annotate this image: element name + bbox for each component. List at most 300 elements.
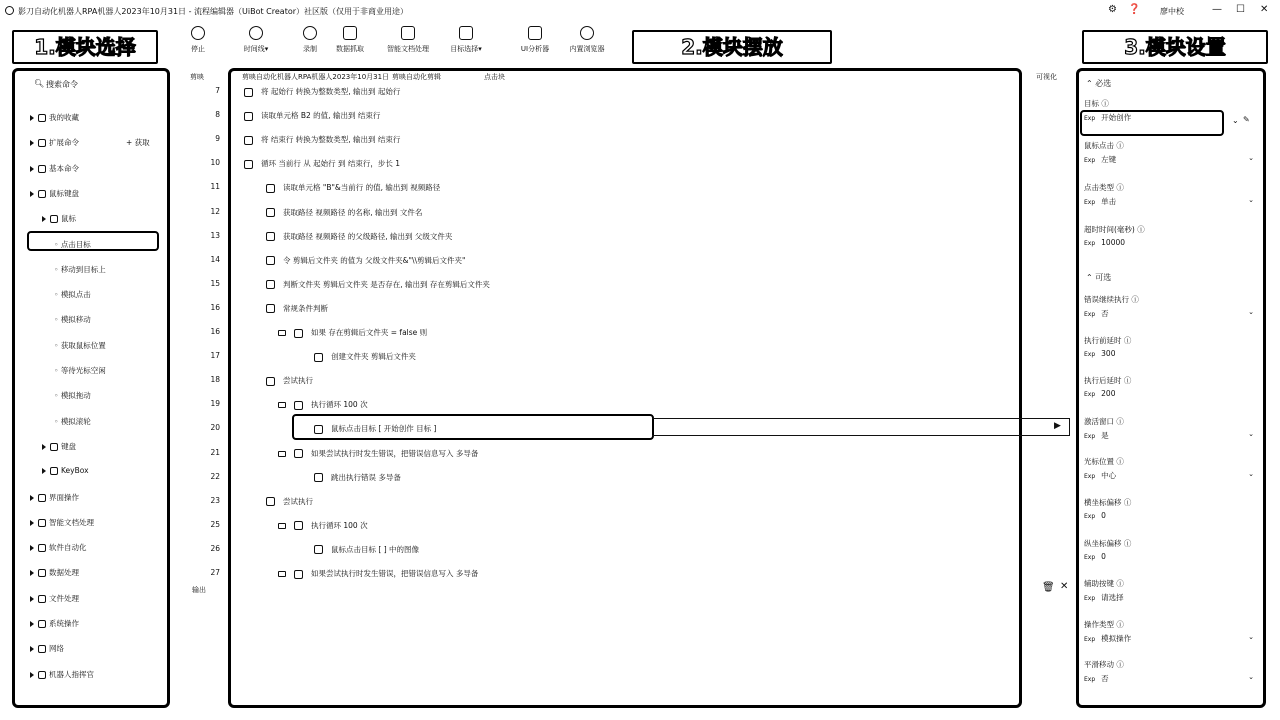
sidebar-item-13[interactable] xyxy=(42,441,76,452)
expand-arrow-icon[interactable] xyxy=(42,444,46,450)
property-value-text: 左键 xyxy=(1101,155,1117,164)
property-label-text: 辅助按键 xyxy=(1084,579,1114,589)
command-text: 跳出执行错误 多导备 xyxy=(331,472,401,482)
help-icon[interactable]: ⓘ xyxy=(1129,295,1139,304)
command-icon xyxy=(266,256,275,265)
property-label-text: 激活窗口 xyxy=(1084,416,1114,426)
command-icon xyxy=(244,160,253,169)
command-text: 尝试执行 xyxy=(283,376,313,386)
sidebar-item-22[interactable] xyxy=(30,669,94,680)
bullet-icon: ◦ xyxy=(54,264,61,274)
command-icon xyxy=(294,449,303,458)
collapse-toggle-icon[interactable] xyxy=(278,451,286,457)
flow-row[interactable] xyxy=(210,182,1020,206)
property-value[interactable] xyxy=(1084,673,1109,684)
clock-icon xyxy=(249,26,263,40)
app-logo-icon xyxy=(5,6,14,15)
property-value-text: 开始创作 xyxy=(1101,113,1132,122)
sidebar-item-label: 界面操作 xyxy=(49,492,79,502)
command-icon xyxy=(314,545,323,554)
command-icon xyxy=(314,353,323,362)
category-icon xyxy=(38,569,46,577)
expand-arrow-icon[interactable] xyxy=(30,596,34,602)
analyzer-icon xyxy=(528,26,542,40)
property-value[interactable] xyxy=(1084,389,1115,398)
command-icon xyxy=(266,497,275,506)
property-value-text: 是 xyxy=(1101,430,1109,440)
command-text: 尝试执行 xyxy=(283,496,313,506)
category-icon xyxy=(38,595,46,603)
dropdown-icon[interactable]: ⌄ xyxy=(1248,632,1254,641)
flow-row[interactable] xyxy=(210,471,1020,496)
sidebar-item-17[interactable] xyxy=(30,542,87,553)
sidebar-item-label: 网络 xyxy=(49,644,64,654)
line-number: 14 xyxy=(210,254,220,264)
property-label-text: 目标 xyxy=(1084,99,1099,108)
sidebar-item-label: 基本命令 xyxy=(49,163,79,173)
expand-arrow-icon[interactable] xyxy=(30,570,34,576)
line-number: 22 xyxy=(210,471,220,481)
property-value-text: 模拟操作 xyxy=(1101,633,1132,643)
property-label xyxy=(1084,375,1131,386)
expression-toggle-icon[interactable]: Exp xyxy=(1084,473,1096,481)
toolbar-label: 内置浏览器 xyxy=(569,45,605,53)
command-text: 将 结束行 转换为整数类型, 输出到 结束行 xyxy=(261,135,401,145)
capture-icon xyxy=(343,26,357,40)
line-number: 16 xyxy=(210,302,220,312)
toolbar-label: UI分析器 xyxy=(520,45,550,53)
line-number: 9 xyxy=(215,134,220,144)
optional-header-label: 可选 xyxy=(1095,273,1112,282)
property-value-text: 否 xyxy=(1101,674,1109,684)
property-value-text: 中心 xyxy=(1101,471,1117,481)
line-number: 19 xyxy=(210,399,220,409)
property-value-text: 10000 xyxy=(1101,238,1126,247)
expand-arrow-icon[interactable] xyxy=(30,545,34,551)
record-icon xyxy=(303,26,317,40)
line-number: 27 xyxy=(210,568,220,577)
property-label xyxy=(1084,497,1131,508)
property-label-text: 操作类型 xyxy=(1084,619,1114,629)
command-text: 将 起始行 转换为整数类型, 输出到 起始行 xyxy=(261,87,401,96)
property-value-text: 0 xyxy=(1101,551,1106,561)
property-value[interactable] xyxy=(1084,349,1115,358)
command-text: 读取单元格 B2 的值, 输出到 结束行 xyxy=(261,111,381,121)
property-label xyxy=(1084,140,1124,151)
flow-row[interactable] xyxy=(210,278,1020,303)
sidebar-item-7[interactable] xyxy=(54,289,91,300)
property-value[interactable] xyxy=(1084,511,1106,520)
flow-row[interactable] xyxy=(215,134,1020,158)
command-icon xyxy=(266,280,275,289)
property-value[interactable] xyxy=(1084,154,1116,165)
expression-toggle-icon[interactable]: Exp xyxy=(1084,432,1096,440)
command-text: 获取路径 视频路径 的父级路径, 输出到 父级文件夹 xyxy=(283,231,453,241)
line-number: 7 xyxy=(215,86,220,95)
category-icon xyxy=(38,139,46,147)
category-icon xyxy=(38,165,46,173)
property-label-text: 执行前延时 xyxy=(1084,335,1122,345)
command-text: 执行循环 100 次 xyxy=(311,400,368,410)
flow-row[interactable] xyxy=(215,110,1020,134)
flow-row[interactable] xyxy=(210,375,1020,399)
flow-row[interactable] xyxy=(210,206,1020,231)
help-icon[interactable]: ⓘ xyxy=(1114,416,1124,426)
help-icon[interactable]: ⓘ xyxy=(1121,538,1132,548)
bullet-icon: ◦ xyxy=(54,315,61,325)
sidebar-item-label: 键盘 xyxy=(61,441,76,451)
property-value[interactable] xyxy=(1084,592,1124,603)
help-icon[interactable]: ⓘ xyxy=(1114,457,1124,467)
command-text: 鼠标点击目标 [ ] 中的图像 xyxy=(331,544,420,554)
property-value-text: 请选择 xyxy=(1101,593,1124,603)
property-value[interactable] xyxy=(1084,430,1109,441)
command-icon xyxy=(314,473,323,482)
expression-toggle-icon[interactable]: Exp xyxy=(1084,157,1096,164)
sidebar-item-1[interactable] xyxy=(30,137,150,148)
property-label-text: 横坐标偏移 xyxy=(1084,498,1122,507)
toolbar-button-7[interactable] xyxy=(557,26,617,54)
collapse-toggle-icon[interactable] xyxy=(278,330,286,336)
ai-icon xyxy=(401,26,415,40)
maximize-button[interactable]: ☐ xyxy=(1236,4,1245,15)
category-icon xyxy=(50,467,58,475)
sidebar-item-label: 系统操作 xyxy=(49,619,79,628)
property-value-text: 200 xyxy=(1101,389,1116,399)
command-text: 鼠标点击目标 [ 开始创作 目标 ] xyxy=(331,424,437,434)
expression-toggle-icon[interactable]: Exp xyxy=(1084,240,1096,247)
window-title: 影刀自动化机器人RPA机器人2023年10月31日 - 流程编辑器（UiBot Creator）社区版（仅用于非商业用途） xyxy=(18,6,409,16)
command-icon xyxy=(244,112,253,121)
property-label xyxy=(1084,619,1124,630)
sidebar-item-14[interactable] xyxy=(42,466,89,475)
toolbar-label: 目标选择▾ xyxy=(450,45,482,53)
property-label xyxy=(1084,224,1145,235)
expand-arrow-icon[interactable] xyxy=(30,646,34,652)
sidebar-item-20[interactable] xyxy=(30,618,79,629)
command-text: 常规条件判断 xyxy=(283,303,328,313)
flow-row[interactable] xyxy=(210,302,1020,327)
toolbar-button-6[interactable] xyxy=(505,26,565,54)
help-icon[interactable]: ⓘ xyxy=(1114,183,1124,192)
expression-toggle-icon[interactable]: Exp xyxy=(1084,676,1096,684)
property-label xyxy=(1084,416,1124,427)
editor-tab-click[interactable]: 点击块 xyxy=(484,73,505,81)
line-number: 13 xyxy=(210,230,220,240)
selected-row-extension xyxy=(652,418,1070,436)
collapse-toggle-icon[interactable] xyxy=(278,402,286,408)
help-icon[interactable]: ⓘ xyxy=(1114,619,1124,629)
run-block-icon[interactable]: ▶ xyxy=(1054,421,1061,431)
expand-arrow-icon[interactable] xyxy=(30,672,34,678)
dropdown-icon[interactable]: ⌄ xyxy=(1248,673,1254,682)
property-label-text: 点击类型 xyxy=(1084,183,1114,192)
browser-icon xyxy=(580,26,594,40)
line-number: 21 xyxy=(210,447,220,457)
property-label-text: 鼠标点击 xyxy=(1084,141,1114,150)
property-label-text: 光标位置 xyxy=(1084,457,1114,467)
minimize-button[interactable]: — xyxy=(1212,4,1222,15)
expression-toggle-icon[interactable]: Exp xyxy=(1084,391,1096,399)
editor-tab-main[interactable]: 剪映 xyxy=(190,73,204,81)
expression-toggle-icon[interactable]: Exp xyxy=(1084,350,1096,358)
toolbar-label: 智能文档处理 xyxy=(387,45,429,53)
collapse-toggle-icon[interactable] xyxy=(278,571,286,577)
title-bar xyxy=(0,0,1280,22)
property-label xyxy=(1084,456,1124,467)
toolbar-label: 录制 xyxy=(303,45,317,53)
required-section-header[interactable]: ⌃ 必选 xyxy=(1086,79,1112,88)
sidebar-item-label: 文件处理 xyxy=(49,593,79,603)
sidebar-item-0[interactable] xyxy=(30,112,79,123)
optional-section-header[interactable]: ⌃ 可选 xyxy=(1086,273,1112,282)
flow-row[interactable] xyxy=(210,519,1020,544)
sidebar-item-label: 模拟点击 xyxy=(60,290,91,300)
settings-icon[interactable]: ⚙ xyxy=(1108,4,1117,15)
sidebar-item-label: 鼠标键盘 xyxy=(49,188,79,198)
dropdown-icon[interactable]: ⌄ xyxy=(1248,154,1254,162)
expand-arrow-icon[interactable] xyxy=(30,191,34,197)
property-label-text: 平滑移动 xyxy=(1084,660,1114,670)
sidebar-item-11[interactable] xyxy=(54,390,91,401)
sidebar-item-label: 鼠标 xyxy=(61,214,76,224)
property-value[interactable] xyxy=(1084,308,1109,319)
category-icon xyxy=(38,519,46,527)
help-icon[interactable]: ⓘ xyxy=(1114,660,1124,670)
dropdown-icon[interactable]: ⌄ xyxy=(1248,308,1254,316)
sidebar-item-label: 我的收藏 xyxy=(49,113,79,122)
command-text: 获取路径 视频路径 的名称, 输出到 文件名 xyxy=(283,207,423,217)
sidebar-item-label: 移动到目标上 xyxy=(60,264,106,274)
toolbar-button-0[interactable] xyxy=(168,26,228,54)
bullet-icon: ◦ xyxy=(54,391,61,401)
sidebar-item-12[interactable] xyxy=(54,416,91,427)
required-header-label: 必选 xyxy=(1095,79,1112,88)
sidebar-item-label: 获取鼠标位置 xyxy=(60,340,106,350)
target-icon xyxy=(459,26,473,40)
search-input[interactable]: 搜索命令 xyxy=(46,80,78,89)
selected-block-highlight xyxy=(292,414,654,440)
property-label xyxy=(1084,335,1131,346)
target-dropdown-icon[interactable]: ⌄ xyxy=(1232,116,1239,125)
property-value-text: 单击 xyxy=(1101,197,1117,206)
dropdown-icon[interactable]: ⌄ xyxy=(1248,429,1254,438)
command-icon xyxy=(266,232,275,241)
help-icon[interactable]: ⓘ xyxy=(1121,498,1132,507)
flow-row[interactable] xyxy=(210,158,1020,182)
help-icon[interactable]: ⓘ xyxy=(1121,376,1132,386)
property-value[interactable] xyxy=(1084,633,1131,644)
line-number: 11 xyxy=(210,182,220,192)
property-label xyxy=(1084,578,1124,589)
visual-mode-toggle[interactable]: 可视化 xyxy=(1036,73,1057,81)
property-label-text: 超时时间(毫秒) xyxy=(1084,225,1135,234)
flow-row[interactable] xyxy=(210,568,1020,592)
command-icon xyxy=(266,184,275,193)
line-number: 26 xyxy=(210,543,220,553)
expand-arrow-icon[interactable] xyxy=(30,140,34,146)
bullet-icon: ◦ xyxy=(54,366,61,375)
expand-arrow-icon[interactable] xyxy=(30,520,34,526)
command-icon xyxy=(294,401,303,410)
expand-arrow-icon[interactable] xyxy=(30,166,34,172)
close-output-icon[interactable]: ✕ xyxy=(1060,581,1069,592)
sidebar-item-label: KeyBox xyxy=(61,466,89,476)
sidebar-item-10[interactable] xyxy=(54,365,106,376)
expand-arrow-icon[interactable] xyxy=(30,115,34,121)
sidebar-item-9[interactable] xyxy=(54,340,106,351)
sidebar-item-label: 模拟移动 xyxy=(60,315,91,325)
target-edit-icon[interactable]: ✎ xyxy=(1243,115,1250,124)
command-text: 读取单元格 "B"&当前行 的值, 输出到 视频路径 xyxy=(283,183,441,193)
flow-row[interactable] xyxy=(210,543,1020,568)
sidebar-item-label: 点击目标 xyxy=(60,239,91,249)
expand-arrow-icon[interactable] xyxy=(42,216,46,222)
flow-row[interactable] xyxy=(210,447,1020,472)
help-icon[interactable]: ⓘ xyxy=(1099,99,1109,108)
help-icon[interactable]: ⓘ xyxy=(1121,335,1132,345)
help-icon[interactable]: ⓘ xyxy=(1114,141,1124,150)
line-number: 10 xyxy=(210,158,220,168)
expression-toggle-icon[interactable]: Exp xyxy=(1084,635,1096,643)
sidebar-item-6[interactable] xyxy=(54,264,106,275)
command-text: 创建文件夹 剪辑后文件夹 xyxy=(331,352,416,362)
expression-toggle-icon[interactable]: Exp xyxy=(1084,513,1096,520)
line-number: 16 xyxy=(210,327,220,336)
command-text: 如果尝试执行时发生错误，把错误信息写入 多导备 xyxy=(311,448,479,458)
line-number: 17 xyxy=(210,351,220,361)
category-icon xyxy=(38,544,46,552)
line-number: 23 xyxy=(210,495,220,505)
category-icon xyxy=(38,190,46,198)
property-label-text: 纵坐标偏移 xyxy=(1084,538,1122,548)
bullet-icon: ◦ xyxy=(54,239,61,249)
user-name[interactable]: 廖中校 xyxy=(1160,7,1184,16)
sidebar-item-label: 模拟拖动 xyxy=(60,391,91,401)
line-number: 12 xyxy=(210,206,220,216)
property-label-text: 执行后延时 xyxy=(1084,376,1122,386)
close-button[interactable]: ✕ xyxy=(1260,4,1269,15)
command-text: 令 剪辑后文件夹 的值为 父级文件夹&"\\剪辑后文件夹" xyxy=(283,255,466,265)
toolbar-button-5[interactable] xyxy=(436,26,496,54)
toolbar-button-1[interactable] xyxy=(226,26,286,54)
toolbar-label: 数据抓取 xyxy=(336,45,364,53)
command-icon xyxy=(266,208,275,217)
property-value-text: 0 xyxy=(1101,511,1106,520)
collapse-toggle-icon[interactable] xyxy=(278,523,286,529)
help-icon[interactable]: ⓘ xyxy=(1134,225,1145,234)
expand-arrow-icon[interactable] xyxy=(42,468,46,474)
flow-row[interactable] xyxy=(210,254,1020,279)
search-icon: 🔍︎ xyxy=(34,79,45,88)
flow-row[interactable] xyxy=(215,86,1020,110)
dropdown-icon[interactable]: ⌄ xyxy=(1248,470,1254,479)
command-icon xyxy=(294,570,303,579)
selected-command-highlight xyxy=(27,231,159,251)
sidebar-item-19[interactable] xyxy=(30,593,79,604)
target-field-highlight xyxy=(1080,110,1224,136)
expand-arrow-icon[interactable] xyxy=(30,495,34,501)
line-number: 8 xyxy=(215,110,220,120)
flow-row[interactable] xyxy=(210,327,1020,351)
category-icon xyxy=(38,645,46,653)
sidebar-item-label: 机器人指挥官 xyxy=(49,669,94,679)
category-icon xyxy=(38,114,46,122)
editor-tab-file[interactable]: 剪映自动化机器人RPA机器人2023年10月31日 xyxy=(242,73,390,81)
sidebar-item-4[interactable] xyxy=(42,213,76,224)
expression-toggle-icon[interactable]: Exp xyxy=(1084,595,1096,603)
sidebar-item-21[interactable] xyxy=(30,643,64,654)
expand-arrow-icon[interactable] xyxy=(30,621,34,627)
line-number: 25 xyxy=(210,519,220,529)
command-text: 循环 当前行 从 起始行 到 结束行，步长 1 xyxy=(261,159,401,169)
sidebar-item-2[interactable] xyxy=(30,163,79,174)
property-label-text: 错误继续执行 xyxy=(1084,295,1129,304)
property-value[interactable] xyxy=(1084,196,1116,207)
category-icon xyxy=(38,620,46,628)
toolbar-button-4[interactable] xyxy=(378,26,438,54)
sidebar-item-3[interactable] xyxy=(30,188,79,199)
help-icon[interactable]: ⓘ xyxy=(1114,579,1124,589)
command-text: 如果尝试执行时发生错误，把错误信息写入 多导备 xyxy=(311,569,479,578)
category-icon xyxy=(50,215,58,223)
property-value[interactable] xyxy=(1084,470,1116,481)
flow-row[interactable] xyxy=(210,230,1020,255)
output-label: 输出 xyxy=(192,586,206,594)
editor-tab-clip[interactable]: 剪映自动化剪辑 xyxy=(392,73,441,81)
expression-toggle-icon[interactable]: Exp xyxy=(1084,199,1096,206)
category-icon xyxy=(50,443,58,451)
property-label xyxy=(1084,98,1109,109)
sidebar-item-label: 扩展命令 xyxy=(49,138,79,148)
expression-toggle-icon[interactable]: Exp xyxy=(1084,115,1096,122)
sidebar-item-16[interactable] xyxy=(30,517,94,528)
command-text: 执行循环 100 次 xyxy=(311,520,368,530)
line-number: 20 xyxy=(210,423,220,433)
help-icon[interactable]: ❓ xyxy=(1128,4,1141,15)
line-number: 18 xyxy=(210,375,220,385)
sidebar-item-15[interactable] xyxy=(30,492,79,503)
dropdown-icon[interactable]: ⌄ xyxy=(1248,196,1254,204)
banner-module-select: 1.模块选择 xyxy=(12,30,158,64)
trash-icon[interactable]: 🗑 xyxy=(1042,582,1055,593)
bullet-icon: ◦ xyxy=(54,416,61,426)
sidebar-item-label: 智能文档处理 xyxy=(49,517,94,527)
toolbar-button-3[interactable] xyxy=(320,26,380,54)
flow-row[interactable] xyxy=(210,351,1020,375)
property-label xyxy=(1084,182,1124,193)
sidebar-item-label: 等待光标空闲 xyxy=(60,366,106,375)
expression-toggle-icon[interactable]: Exp xyxy=(1084,311,1096,318)
property-value[interactable] xyxy=(1084,552,1106,561)
expression-toggle-icon[interactable]: Exp xyxy=(1084,553,1096,561)
flow-row[interactable] xyxy=(210,495,1020,520)
property-label xyxy=(1084,294,1139,305)
sidebar-item-18[interactable] xyxy=(30,567,79,578)
banner-module-settings: 3.模块设置 xyxy=(1082,30,1268,64)
command-icon xyxy=(244,88,253,97)
sidebar-item-label: 软件自动化 xyxy=(49,543,87,553)
property-value-text: 否 xyxy=(1101,309,1109,318)
bullet-icon: ◦ xyxy=(54,290,61,300)
get-extension-button[interactable]: + 获取 xyxy=(126,138,150,148)
property-value[interactable] xyxy=(1084,238,1125,247)
command-icon xyxy=(266,304,275,313)
command-icon xyxy=(294,329,303,338)
sidebar-item-8[interactable] xyxy=(54,314,91,325)
command-text: 判断文件夹 剪辑后文件夹 是否存在, 输出到 存在剪辑后文件夹 xyxy=(283,279,490,289)
sidebar-item-label: 数据处理 xyxy=(49,568,79,578)
